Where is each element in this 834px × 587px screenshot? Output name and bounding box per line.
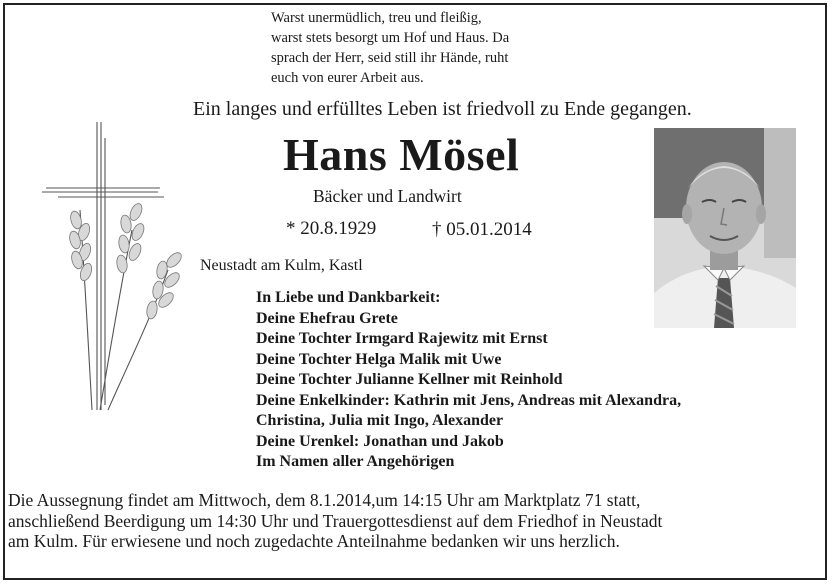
- poem-line: sprach der Herr, seid still ihr Hände, ruht: [271, 50, 509, 66]
- poem: [271, 8, 509, 88]
- closing-line: Die Aussegnung findet am Mittwoch, dem 8.1.2014,um 14:15 Uhr am Marktplatz 71 statt,: [8, 490, 641, 510]
- death-date: † 05.01.2014: [432, 219, 532, 240]
- poem-line: euch von eurer Arbeit aus.: [271, 70, 424, 86]
- closing-line: anschließend Beerdigung um 14:30 Uhr und Trauergottesdienst auf dem Friedhof in Neustadt: [8, 510, 663, 531]
- cross-with-wheat-icon: [40, 120, 190, 415]
- mourners-line: In Liebe und Dankbarkeit:: [256, 289, 441, 306]
- poem-line: warst stets besorgt um Hof und Haus. Da: [271, 30, 510, 46]
- deceased-name: Hans Mösel: [283, 129, 520, 180]
- mourners-line: Deine Tochter Helga Malik mit Uwe: [256, 350, 502, 368]
- hometown: Neustadt am Kulm, Kastl: [200, 257, 363, 274]
- mourners-line: Christina, Julia mit Ingo, Alexander: [256, 412, 504, 429]
- mourners-line: Deine Tochter Julianne Kellner mit Reinhold: [256, 371, 563, 388]
- mourners-line: Deine Urenkel: Jonathan und Jakob: [256, 432, 504, 450]
- funeral-details: [8, 490, 663, 552]
- closing-line: am Kulm. Für erwiesene und noch zugedachte Anteilnahme bedanken wir uns herzlich.: [8, 531, 620, 551]
- mourners-line: Deine Tochter Irmgard Rajewitz mit Ernst: [256, 330, 548, 347]
- birth-date: * 20.8.1929: [286, 218, 377, 239]
- mourners-line: Deine Enkelkinder: Kathrin mit Jens, Andreas mit Alexandra,: [256, 391, 682, 409]
- mourners-list: [256, 288, 681, 473]
- poem-line: Warst unermüdlich, treu und fleißig,: [271, 10, 482, 26]
- occupation: Bäcker und Landwirt: [313, 186, 462, 206]
- mourners-line: Deine Ehefrau Grete: [256, 309, 398, 327]
- mourners-line: Im Namen aller Angehörigen: [256, 453, 455, 470]
- intro-text: Ein langes und erfülltes Leben ist friedvoll zu Ende gegangen.: [193, 98, 692, 120]
